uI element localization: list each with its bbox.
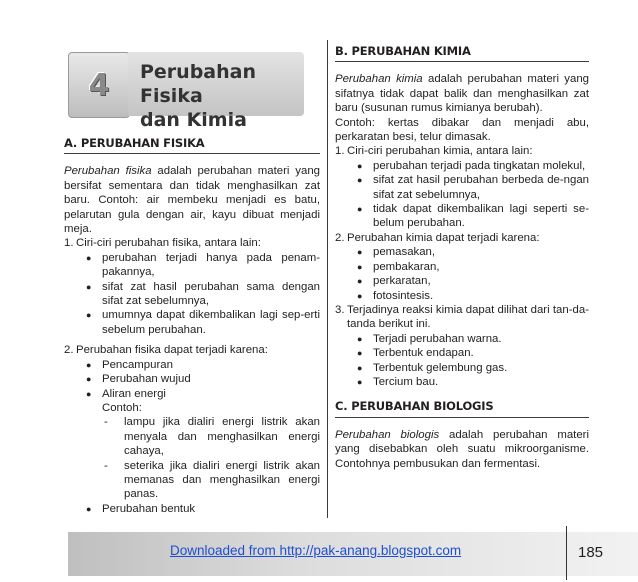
section-b-contoh: Contoh: kertas dibakar dan menjadi abu, perkaratan besi, telur dimasak. (335, 116, 589, 144)
right-column (335, 44, 589, 471)
list-number: 3. (335, 303, 345, 316)
list-number: 2. (64, 344, 74, 357)
section-a-intro (64, 164, 320, 236)
list-item: ● fotosintesis. (357, 289, 589, 303)
contoh-item: - seterika jika dialiri energi listrik akan memanas dan menghasilkan energi panas. (102, 459, 320, 502)
footer-download-link[interactable]: Downloaded from http://pak-anang.blogspot.com (170, 543, 462, 558)
section-b-list1-items (335, 159, 589, 231)
list-number: 1. (335, 145, 345, 158)
list-item: ● Tercium bau. (357, 375, 589, 389)
section-b-list3-items (335, 332, 589, 390)
section-a-intro-text: adalah perubahan materi yang bersifat sementara dan tidak menghasilkan zat baru. Contoh: air membeku menjadi es batu, pelarutan gula dengan air, kayu dibuat menjadi meja. (64, 165, 320, 236)
chapter-number-badge (68, 52, 130, 118)
contoh-list (64, 415, 320, 501)
contoh-label: Contoh: (102, 401, 142, 414)
section-b-list1 (335, 144, 589, 158)
list-item: ● pembakaran, (357, 260, 589, 274)
section-c-heading: C. PERUBAHAN BIOLOGIS (335, 399, 589, 417)
list-item: ● umumnya dapat dikembalikan lagi sep-erti sebelum perubahan. (86, 308, 320, 337)
list-item: ● perkaratan, (357, 274, 589, 288)
list-item: ● Perubahan wujud (86, 372, 320, 386)
section-c-term: Perubahan biologis (335, 428, 440, 441)
list-text: Ciri-ciri perubahan kimia, antara lain: (347, 145, 533, 158)
section-a-list2 (64, 343, 320, 357)
section-b-intro (335, 72, 589, 115)
contoh-item: - lampu jika dialiri energi listrik akan menyala dan menghasilkan energi cahaya, (102, 415, 320, 458)
section-a-heading: A. PERUBAHAN FISIKA (64, 136, 320, 154)
section-b-intro-text: adalah perubahan materi yang sifatnya tidak dapat balik dan menghasilkan zat baru (susunan rumus kimianya berubah). (335, 73, 590, 115)
section-b-heading: B. PERUBAHAN KIMIA (335, 44, 589, 62)
chapter-title-line1: Perubahan Fisika (140, 61, 257, 107)
list-number: 1. (64, 237, 74, 250)
list-number: 2. (335, 231, 345, 244)
list-item: ● Perubahan bentuk (86, 502, 320, 516)
section-b-list2-items (335, 245, 589, 303)
chapter-title (140, 60, 310, 132)
section-a-last-list (64, 502, 320, 516)
list-item: ● sifat zat hasil perubahan sama dengan sifat zat sebelumnya, (86, 280, 320, 309)
column-divider (327, 40, 328, 518)
list-item: ● Pencampuran (86, 358, 320, 372)
section-b-list3 (335, 303, 589, 332)
section-c-intro-text: adalah perubahan materi yang disebabkan oleh suatu mikroorganisme. Contohnya pembusukan dan fermentasi. (335, 428, 589, 470)
list-item: ● sifat zat hasil perubahan berbeda de-ngan sifat zat sebelumnya, (357, 173, 589, 202)
list-item: ● perubahan terjadi pada tingkatan molekul, (357, 159, 589, 173)
list-text: Ciri-ciri perubahan fisika, antara lain: (76, 237, 261, 250)
list-item: ● perubahan terjadi hanya pada penam-pakannya, (86, 251, 320, 280)
section-a-term: Perubahan fisika (64, 165, 152, 178)
section-a-list1-items (64, 251, 320, 337)
list-item: ● tidak dapat dikembalikan lagi seperti se-belum perubahan. (357, 202, 589, 231)
footer-divider (566, 526, 567, 580)
section-b-list2 (335, 231, 589, 245)
section-a-list2-items (64, 358, 320, 401)
section-a-list1 (64, 236, 320, 250)
list-text: Terjadinya reaksi kimia dapat dilihat dari tan-da-tanda berikut ini. (347, 303, 589, 331)
section-b-term: Perubahan kimia (335, 73, 423, 86)
page-number: 185 (578, 544, 604, 561)
list-item: ● pemasakan, (357, 245, 589, 259)
section-c-intro (335, 428, 589, 471)
left-column (64, 136, 320, 516)
list-text: Perubahan fisika dapat terjadi karena: (76, 344, 268, 357)
chapter-title-line2: dan Kimia (140, 109, 247, 131)
list-item: ● Aliran energi (86, 387, 320, 401)
list-item: ● Terbentuk gelembung gas. (357, 361, 589, 375)
list-item: ● Terjadi perubahan warna. (357, 332, 589, 346)
list-text: Perubahan kimia dapat terjadi karena: (347, 231, 540, 244)
list-item: ● Terbentuk endapan. (357, 346, 589, 360)
chapter-number: 4 (88, 67, 110, 103)
